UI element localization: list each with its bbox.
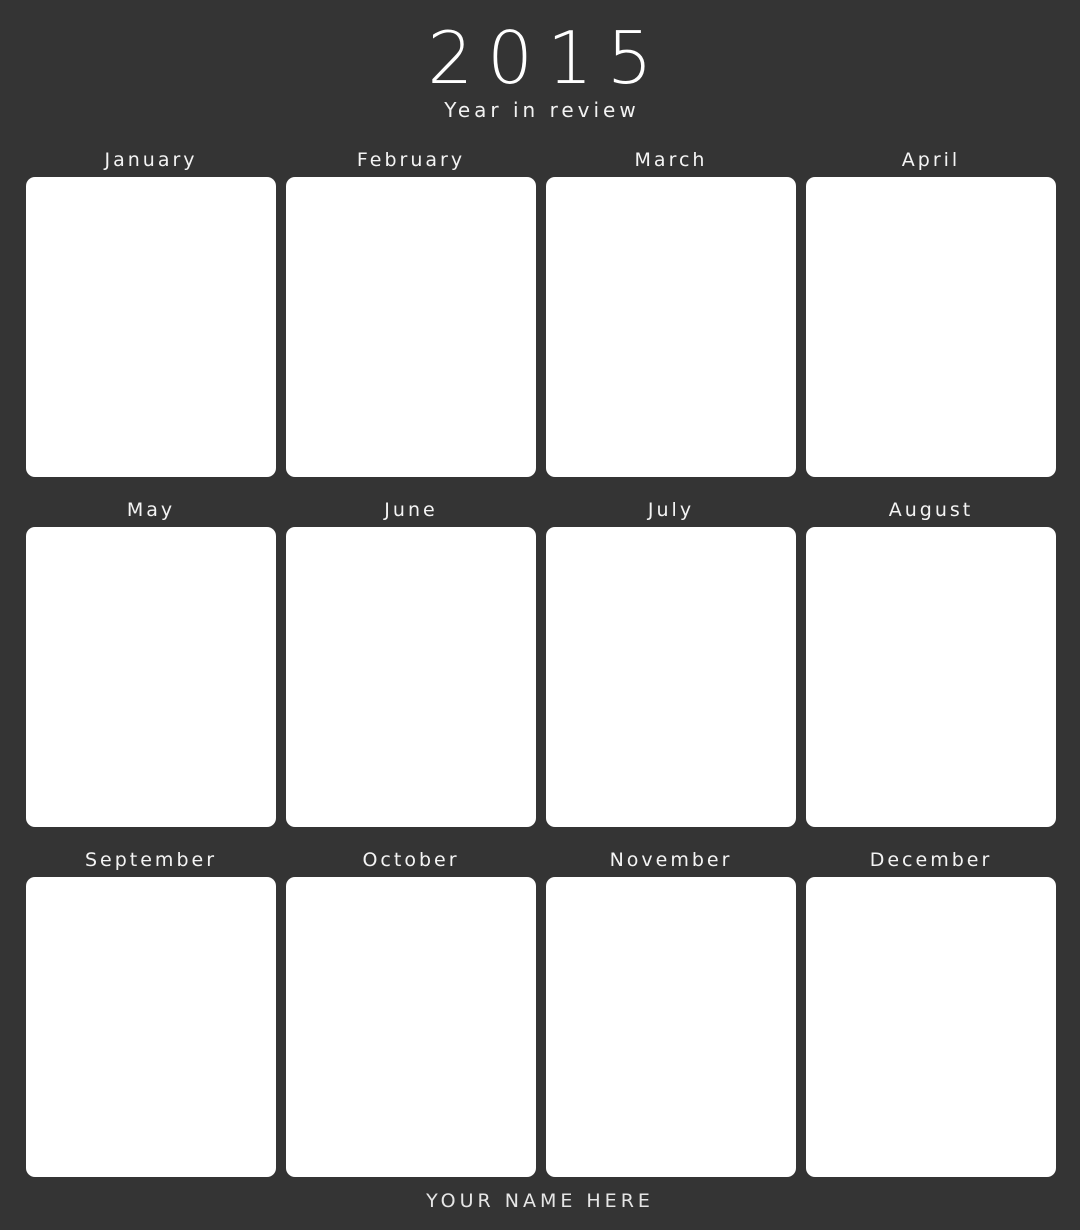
month-label: October xyxy=(362,849,460,871)
photo-slot-june[interactable] xyxy=(286,527,536,827)
month-label: June xyxy=(384,499,438,521)
photo-slot-august[interactable] xyxy=(806,527,1056,827)
month-label: November xyxy=(609,849,733,871)
photo-slot-march[interactable] xyxy=(546,177,796,477)
photo-slot-september[interactable] xyxy=(26,877,276,1177)
month-label: August xyxy=(888,499,974,521)
header xyxy=(0,18,1080,122)
month-january xyxy=(26,145,276,477)
month-may xyxy=(26,495,276,827)
month-december xyxy=(806,845,1056,1177)
month-september xyxy=(26,845,276,1177)
photo-slot-december[interactable] xyxy=(806,877,1056,1177)
month-november xyxy=(546,845,796,1177)
month-march xyxy=(546,145,796,477)
month-april xyxy=(806,145,1056,477)
photo-slot-february[interactable] xyxy=(286,177,536,477)
month-label: December xyxy=(869,849,993,871)
month-label: May xyxy=(126,499,176,521)
month-august xyxy=(806,495,1056,827)
photo-slot-november[interactable] xyxy=(546,877,796,1177)
subtitle: Year in review xyxy=(444,98,640,122)
photo-slot-may[interactable] xyxy=(26,527,276,827)
month-label: July xyxy=(647,499,695,521)
photo-slot-april[interactable] xyxy=(806,177,1056,477)
photo-slot-july[interactable] xyxy=(546,527,796,827)
month-label: March xyxy=(634,149,708,171)
month-june xyxy=(286,495,536,827)
month-october xyxy=(286,845,536,1177)
month-label: January xyxy=(104,149,198,171)
year-title: 2015 xyxy=(427,16,667,100)
month-grid xyxy=(26,145,1056,1177)
month-february xyxy=(286,145,536,477)
month-july xyxy=(546,495,796,827)
footer-name: YOUR NAME HERE xyxy=(426,1190,654,1212)
month-label: September xyxy=(84,849,218,871)
photo-slot-october[interactable] xyxy=(286,877,536,1177)
month-label: April xyxy=(901,149,961,171)
month-label: February xyxy=(356,149,466,171)
photo-slot-january[interactable] xyxy=(26,177,276,477)
